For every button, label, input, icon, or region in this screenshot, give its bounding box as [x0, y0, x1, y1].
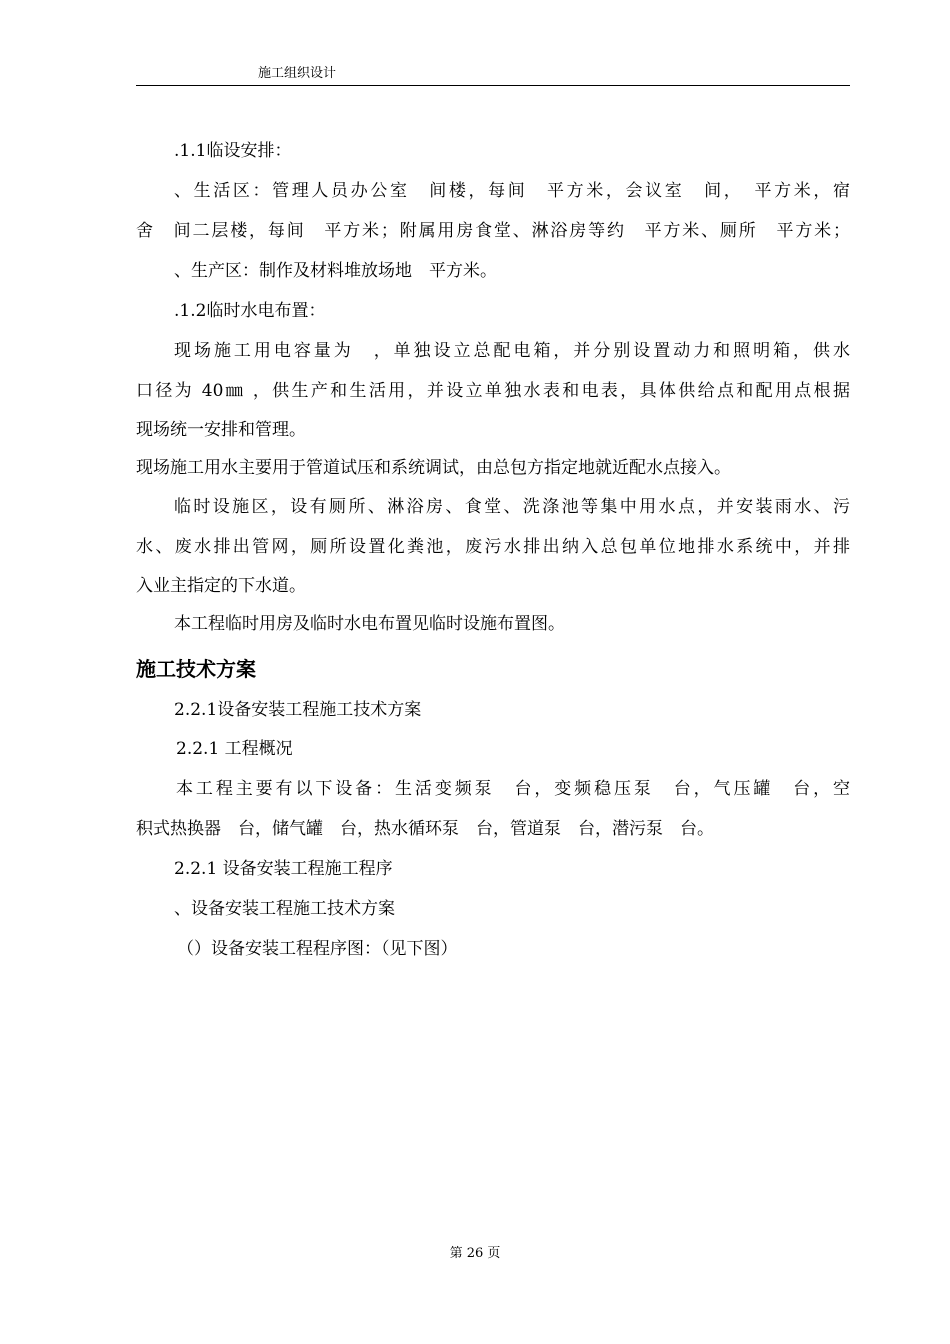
header-divider — [136, 85, 850, 86]
document-body — [136, 131, 850, 969]
page-number: 第 26 页 — [449, 1246, 501, 1261]
paragraph-line: 、生产区：制作及材料堆放场地 平方米。 — [174, 261, 497, 281]
paragraph-line: 现场施工用水主要用于管道试压和系统调试，由总包方指定地就近配水点接入。 — [136, 458, 731, 478]
paragraph-line: 口径为 40㎜ ，供生产和生活用，并设立单独水表和电表，具体供给点和配用点根据 — [136, 381, 850, 401]
paragraph-line: 水、废水排出管网，厕所设置化粪池，废污水排出纳入总包单位地排水系统中，并排 — [136, 537, 850, 557]
paragraph-line: 、生活区：管理人员办公室 间楼，每间 平方米，会议室 间， 平方米，宿 — [174, 181, 850, 201]
paragraph-line: 本工程主要有以下设备：生活变频泵 台，变频稳压泵 台，气压罐 台，空 — [176, 779, 850, 799]
paragraph-line: 舍 间二层楼，每间 平方米；附属用房食堂、淋浴房等约 平方米、厕所 平方米； — [136, 221, 850, 241]
subsection-title: 2.2.1 设备安装工程施工程序 — [174, 859, 393, 879]
subsection-title: 2.2.1 工程概况 — [176, 739, 293, 759]
subsection-title: .1.1临设安排： — [174, 141, 292, 161]
subsection-title: .1.2临时水电布置： — [174, 301, 326, 321]
paragraph-line: 现场施工用电容量为 ，单独设立总配电箱，并分别设置动力和照明箱，供水 — [174, 341, 850, 361]
paragraph-line: 临时设施区，设有厕所、淋浴房、食堂、洗涤池等集中用水点，并安装雨水、污 — [174, 497, 850, 517]
paragraph-line: 积式热换器 台，储气罐 台，热水循环泵 台，管道泵 台，潜污泵 台。 — [136, 819, 714, 839]
subsection-title: 2.2.1设备安装工程施工技术方案 — [174, 700, 422, 720]
header-title: 施工组织设计 — [258, 66, 337, 81]
paragraph-line: 现场统一安排和管理。 — [136, 420, 306, 440]
paragraph-line: 、设备安装工程施工技术方案 — [174, 899, 395, 919]
paragraph-line: 本工程临时用房及临时水电布置见临时设施布置图。 — [174, 614, 565, 634]
section-heading: 施工技术方案 — [136, 657, 256, 681]
paragraph-line: 入业主指定的下水道。 — [136, 576, 306, 596]
paragraph-line: （）设备安装工程程序图：（见下图） — [177, 939, 458, 959]
